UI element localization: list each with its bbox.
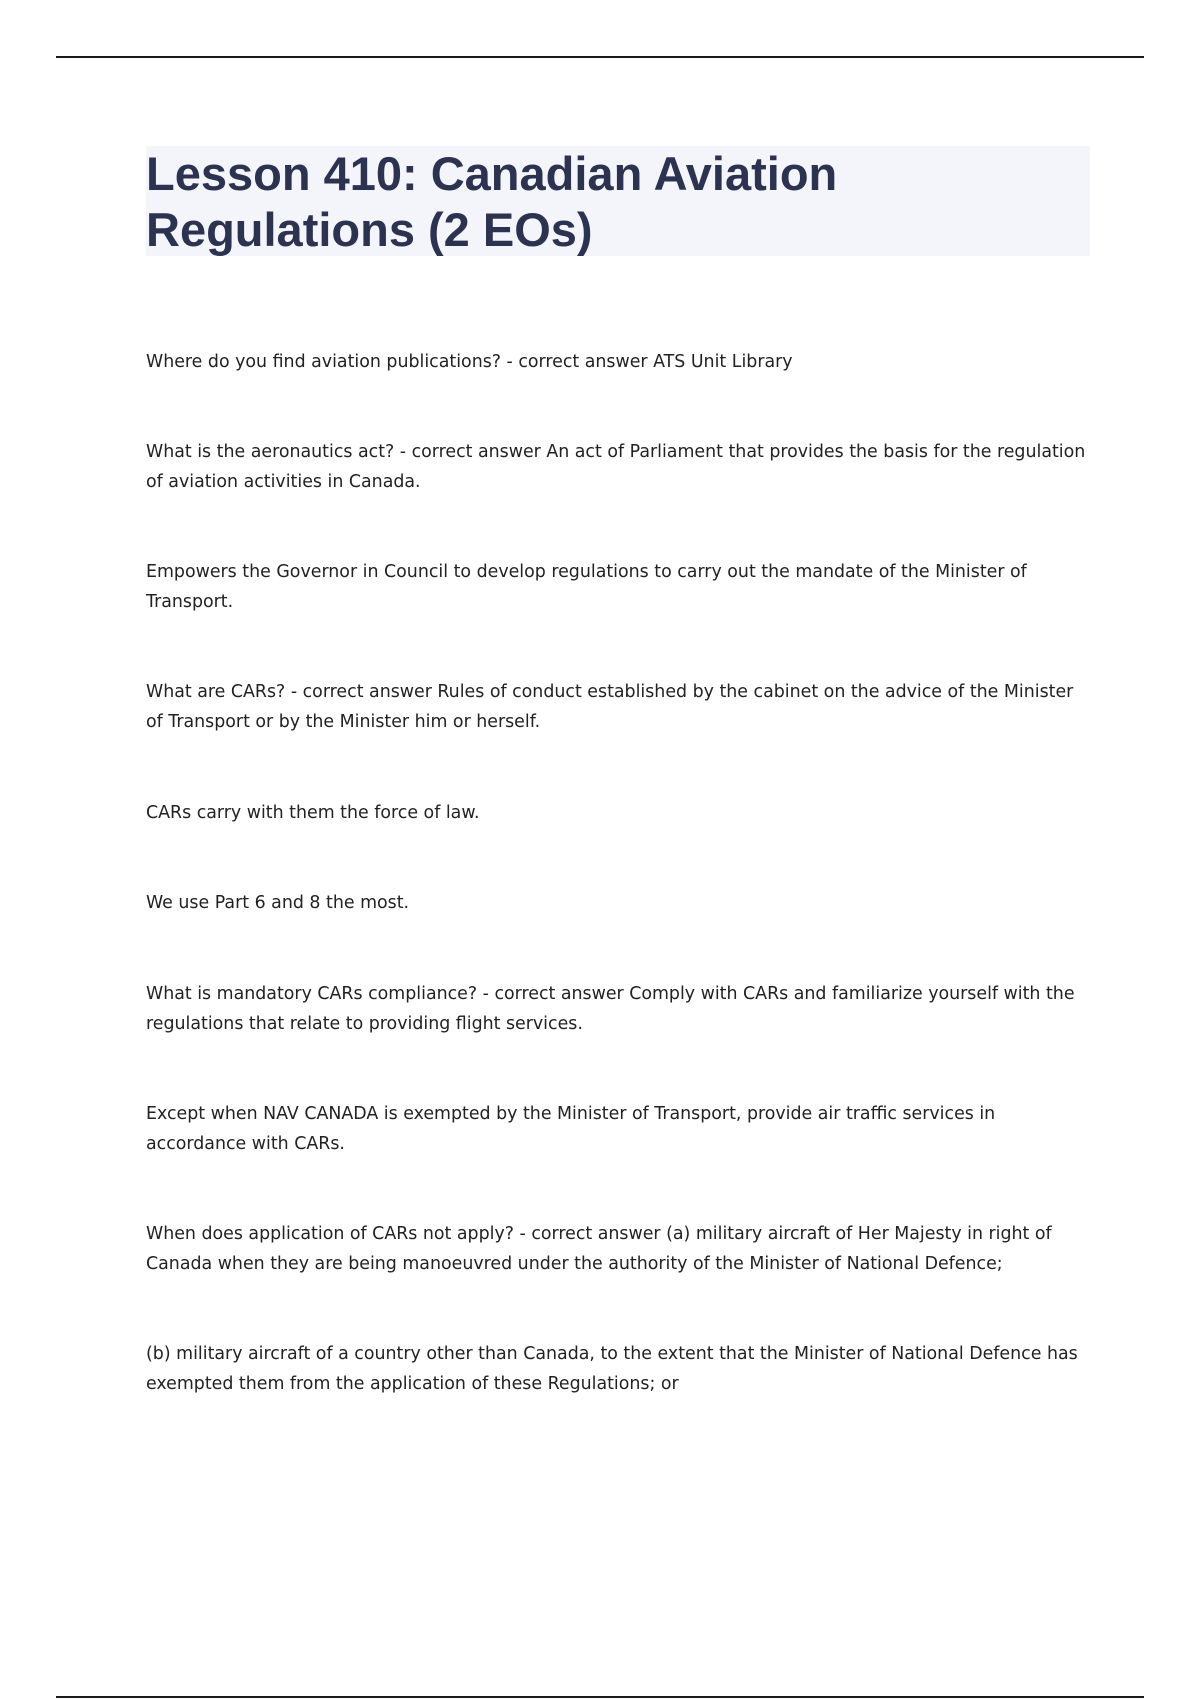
entry-paragraph: When does application of CARs not apply? - correct answer (a) military aircraft of Her Majesty in right of Canada when they are being manoeuvred under the authority of the Minister of National Defence; — [146, 1224, 1052, 1274]
entry-paragraph: What is the aeronautics act? - correct answer An act of Parliament that provides the basis for the regulation of aviation activities in Canada. — [146, 442, 1086, 492]
entry-paragraph: CARs carry with them the force of law. — [146, 803, 480, 823]
entry-paragraph: Empowers the Governor in Council to develop regulations to carry out the mandate of the Minister of Transport. — [146, 562, 1027, 612]
entry-paragraph: Where do you find aviation publications? - correct answer ATS Unit Library — [146, 352, 793, 372]
page-title: Lesson 410: Canadian Aviation Regulations (2 EOs) — [146, 147, 838, 256]
page-top-rule — [56, 56, 1144, 58]
page-bottom-rule — [56, 1696, 1144, 1698]
entry-paragraph: Except when NAV CANADA is exempted by the Minister of Transport, provide air traffic services in accordance with CARs. — [146, 1104, 996, 1154]
entry-paragraph: (b) military aircraft of a country other than Canada, to the extent that the Minister of National Defence has exempted them from the application of these Regulations; or — [146, 1344, 1078, 1394]
entry-paragraph: What are CARs? - correct answer Rules of conduct established by the cabinet on the advice of the Minister of Transport or by the Minister him or herself. — [146, 682, 1074, 732]
title-block — [146, 146, 1090, 256]
entry-paragraph: What is mandatory CARs compliance? - correct answer Comply with CARs and familiarize yourself with the regulations that relate to providing flight services. — [146, 984, 1075, 1034]
entry-paragraph: We use Part 6 and 8 the most. — [146, 893, 410, 913]
